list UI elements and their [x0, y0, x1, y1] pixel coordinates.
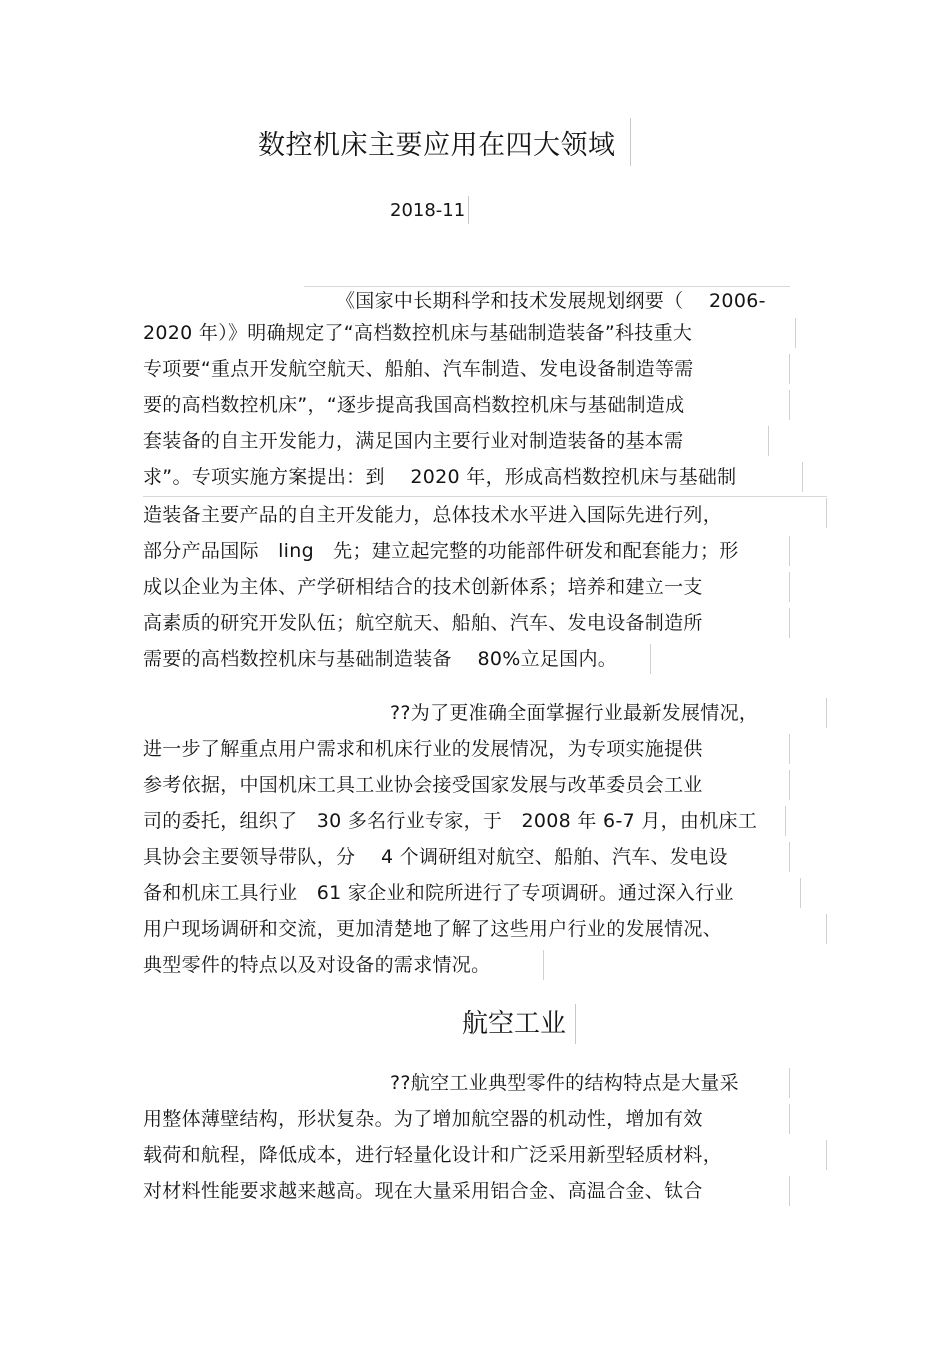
document-date: 2018-11: [390, 200, 466, 221]
paragraph-line: 用户现场调研和交流，更加清楚地了解了这些用户行业的发展情况、: [143, 918, 723, 940]
document-title: 数控机床主要应用在四大领域: [258, 130, 616, 161]
divider: [789, 390, 790, 420]
divider: [789, 1176, 790, 1206]
divider: [795, 318, 796, 348]
divider: [789, 572, 790, 602]
divider: [826, 698, 827, 728]
divider: [575, 1004, 576, 1044]
divider: [802, 462, 803, 492]
paragraph-line: 2020 年）》明确规定了“高档数控机床与基础制造装备”科技重大: [143, 322, 693, 344]
divider: [468, 196, 469, 224]
divider: [650, 644, 651, 674]
paragraph-line: 求”。专项实施方案提出：到 2020 年，形成高档数控机床与基础制: [143, 466, 737, 488]
divider: [826, 1140, 827, 1170]
paragraph-line: 参考依据，中国机床工具工业协会接受国家发展与改革委员会工业: [143, 774, 703, 796]
paragraph-line: 成以企业为主体、产学研相结合的技术创新体系；培养和建立一支: [143, 576, 703, 598]
paragraph-line: 要的高档数控机床”，“逐步提高我国高档数控机床与基础制造成: [143, 394, 685, 416]
paragraph-line: 进一步了解重点用户需求和机床行业的发展情况，为专项实施提供: [143, 738, 703, 760]
divider: [789, 608, 790, 638]
paragraph-line: 部分产品国际 ling 先；建立起完整的功能部件研发和配套能力；形: [143, 540, 739, 562]
paragraph-line: 对材料性能要求越来越高。现在大量采用铝合金、高温合金、钛合: [143, 1180, 703, 1202]
paragraph-line: ??为了更准确全面掌握行业最新发展情况，: [390, 702, 759, 724]
paragraph-line: 专项要“重点开发航空航天、船舶、汽车制造、发电设备制造等需: [143, 358, 694, 380]
paragraph-line: ??航空工业典型零件的结构特点是大量采: [390, 1072, 739, 1094]
paragraph-line: 《国家中长期科学和技术发展规划纲要（ 2006-: [336, 290, 766, 312]
divider: [143, 496, 827, 497]
divider: [789, 536, 790, 566]
divider: [543, 950, 544, 980]
paragraph-line: 高素质的研究开发队伍；航空航天、船舶、汽车、发电设备制造所: [143, 612, 703, 634]
paragraph-line: 备和机床工具行业 61 家企业和院所进行了专项调研。通过深入行业: [143, 882, 734, 904]
paragraph-line: 套装备的自主开发能力，满足国内主要行业对制造装备的基本需: [143, 430, 684, 452]
divider: [768, 426, 769, 456]
paragraph-line: 需要的高档数控机床与基础制造装备 80%立足国内。: [143, 648, 618, 670]
section-heading: 航空工业: [462, 1009, 567, 1039]
divider: [789, 354, 790, 384]
divider: [785, 806, 786, 836]
paragraph-line: 用整体薄壁结构，形状复杂。为了增加航空器的机动性，增加有效: [143, 1108, 703, 1130]
divider: [789, 734, 790, 764]
divider: [789, 770, 790, 800]
divider: [800, 878, 801, 908]
paragraph-line: 典型零件的特点以及对设备的需求情况。: [143, 954, 491, 976]
divider: [789, 842, 790, 872]
paragraph-line: 司的委托，组织了 30 多名行业专家，于 2008 年 6-7 月，由机床工: [143, 810, 758, 832]
divider: [826, 498, 827, 528]
divider: [630, 118, 631, 166]
paragraph-line: 造装备主要产品的自主开发能力，总体技术水平进入国际先进行列，: [143, 504, 723, 526]
divider: [304, 286, 790, 287]
divider: [789, 1068, 790, 1098]
divider: [789, 1104, 790, 1134]
paragraph-line: 具协会主要领导带队，分 4 个调研组对航空、船舶、汽车、发电设: [143, 846, 728, 868]
paragraph-line: 载荷和航程，降低成本，进行轻量化设计和广泛采用新型轻质材料，: [143, 1144, 723, 1166]
divider: [826, 914, 827, 944]
